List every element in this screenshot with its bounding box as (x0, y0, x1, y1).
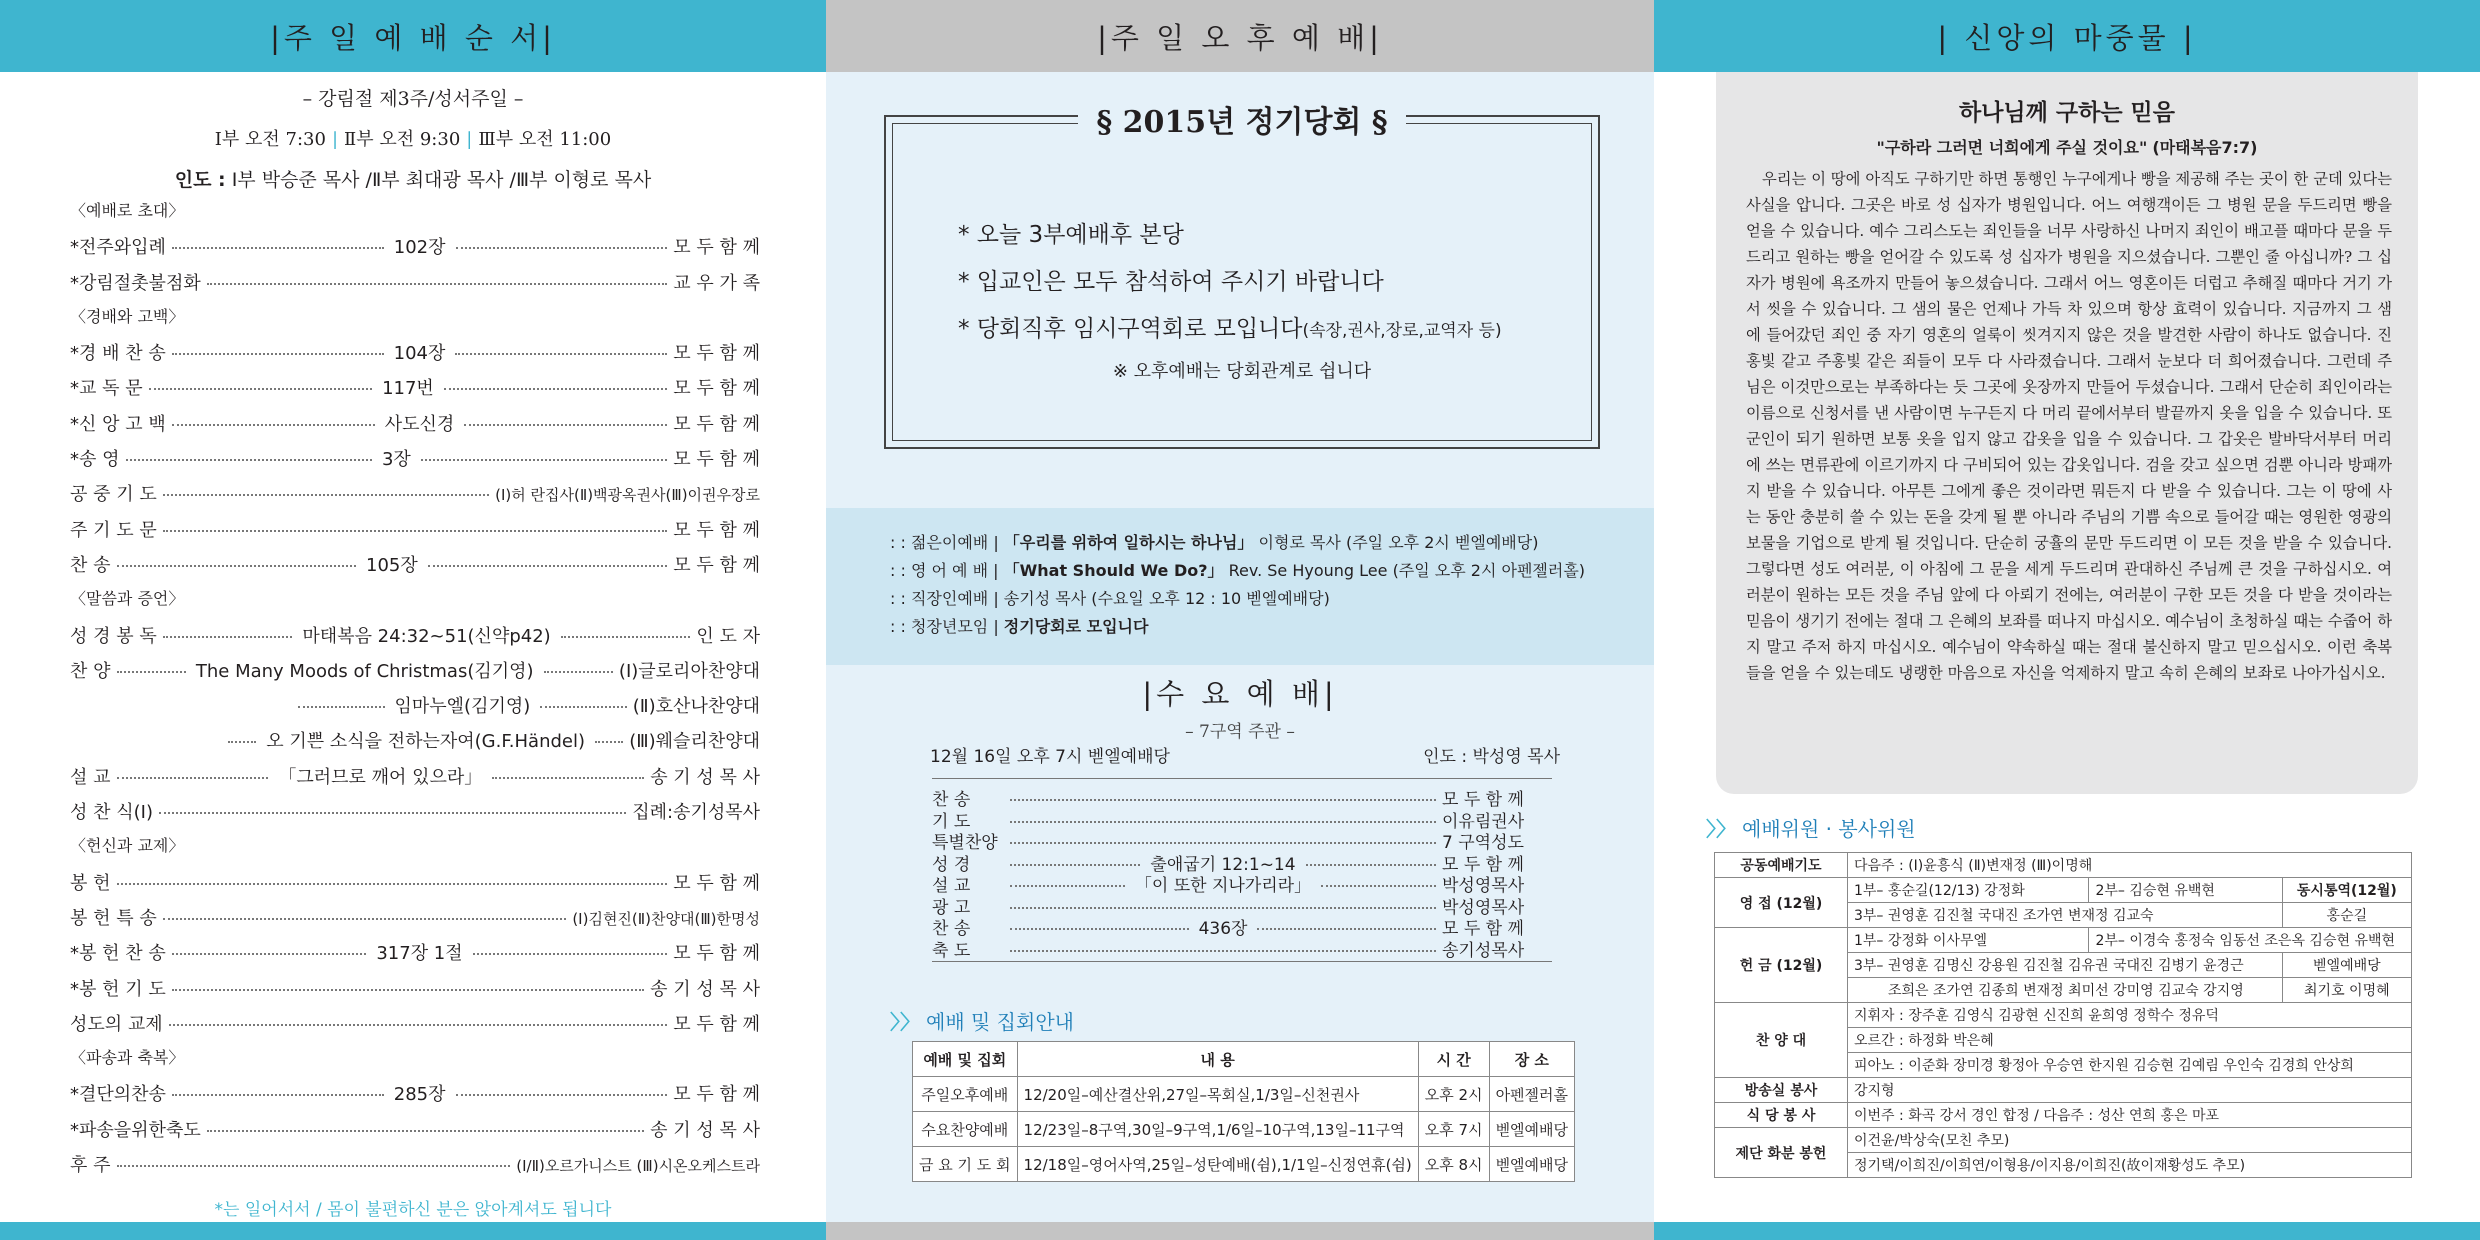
order-item-person: 교 우 가 족 (673, 272, 760, 294)
order-item-content: 105장 (366, 554, 418, 576)
order-item-name: *파송을위한축도 (70, 1119, 201, 1141)
wednesday-item-content: 436장 (1198, 919, 1248, 939)
order-item-person: 모 두 함 께 (673, 343, 760, 365)
leader-dots (298, 706, 385, 708)
section-heading (70, 1045, 760, 1080)
order-item-name: 성도의 교제 (70, 1013, 163, 1035)
order-item-name: *봉 헌 기 도 (70, 978, 166, 1000)
order-item-content: 임마누엘(김기영) (394, 696, 531, 718)
sermon-title: 하나님께 구하는 믿음 (1959, 100, 2175, 126)
leader-dots (117, 671, 186, 673)
leader-dots (163, 918, 567, 920)
service-line (826, 585, 1654, 613)
leader-dots (1010, 907, 1436, 909)
order-item-name: 〈헌신과 교제〉 (70, 836, 185, 856)
wednesday-title: |수 요 예 배| (1142, 677, 1338, 711)
chevron-right-icon: 〉〉 (890, 1010, 920, 1034)
table-header: 시 간 (1418, 1042, 1489, 1077)
leader-dots (473, 953, 668, 955)
table-cell: 12/23일–8구역,30일–9구역,1/6일–10구역,13일–11구역 (1017, 1112, 1418, 1147)
wednesday-item (932, 914, 1552, 939)
order-item-person: 모 두 함 께 (673, 378, 761, 400)
leader-dots (172, 424, 375, 426)
leader-dots (1257, 928, 1436, 930)
section-heading (70, 198, 760, 233)
order-item-name: 주 기 도 문 (70, 519, 157, 541)
table-row: 피아노 : 이준화 장미경 황정아 우승연 한지원 김승현 김예림 우인숙 김경희 안상희 (1715, 1053, 2412, 1078)
table-row: 3부– 권영훈 김진철 국대진 조가연 변재정 김교숙 홍순길 (1715, 903, 2412, 928)
session-title: § 2015년 정기당회 § (1078, 105, 1405, 140)
order-item-person: 송 기 성 목 사 (650, 978, 760, 1000)
wednesday-item-person: 박성영목사 (1442, 897, 1525, 918)
wednesday-item-person: 박성영목사 (1442, 876, 1525, 896)
order-list (70, 198, 760, 1186)
order-item-person: (Ⅰ/Ⅱ)오르가니스트 (Ⅲ)시온오케스트라 (516, 1157, 760, 1176)
table-row (913, 1077, 1575, 1112)
footer-bar (1654, 1222, 2480, 1240)
order-item-name: *교 독 문 (70, 378, 143, 400)
table-row: 방송실 봉사 강지형 (1715, 1078, 2412, 1103)
order-item (70, 339, 760, 374)
wednesday-item-name: 찬 송 (932, 919, 971, 939)
schedule-section-title: 〉〉 예배 및 집회안내 (890, 1010, 1074, 1034)
wednesday-item-person: 모 두 함 께 (1442, 919, 1524, 939)
wednesday-info: 12월 16일 오후 7시 벧엘예배당 인도 : 박성영 목사 (930, 747, 1560, 767)
leader-dots (1306, 864, 1436, 866)
section-heading (70, 586, 760, 621)
order-item-person: 모 두 함 께 (673, 449, 760, 471)
table-row: 헌 금 (12월) 1부– 강정화 이사무엘 2부– 이경숙 홍정숙 임동선 조은옥 김승현 유백현 (1715, 928, 2412, 953)
order-item (70, 516, 760, 551)
order-item-person: (Ⅰ)김현진(Ⅱ)찬양대(Ⅲ)한명성 (572, 909, 760, 928)
order-item-name: 설 교 (70, 766, 111, 788)
service-label: : : 젊은이예배 | (890, 533, 1004, 552)
order-item (70, 904, 760, 939)
session-announcement-box (884, 105, 1600, 449)
order-item-person: 모 두 함 께 (673, 413, 760, 435)
order-item-person: 모 두 함 께 (673, 872, 760, 894)
order-item-content: 오 기쁜 소식을 전하는자여(G.F.Händel) (266, 731, 586, 753)
leader-dots (544, 671, 613, 673)
order-item-content: 317장 1절 (376, 943, 463, 965)
wednesday-header (826, 672, 1654, 742)
order-item-person: (Ⅱ)호산나찬양대 (632, 696, 760, 718)
order-item (70, 1010, 760, 1045)
order-item-name: *봉 헌 찬 송 (70, 943, 166, 965)
committee-table (1714, 852, 2412, 1178)
order-item-content: 사도신경 (384, 413, 455, 435)
leader-dots (1010, 842, 1436, 844)
leader-dots (540, 706, 627, 708)
service-line (826, 508, 1654, 557)
leader-dots (163, 636, 293, 638)
session-item: * 오늘 3부예배후 본당 (958, 222, 1184, 248)
order-item (70, 727, 760, 762)
footer-bar (0, 1222, 826, 1240)
leader-dots (172, 353, 384, 355)
table-row: 오르간 : 하정화 박은혜 (1715, 1028, 2412, 1053)
table-row: 정기택/이희진/이희연/이형용/이지용/이희진(故이재황성도 추모) (1715, 1153, 2412, 1178)
order-item-person: 모 두 함 께 (673, 943, 760, 965)
other-services-band (826, 508, 1654, 665)
order-item-name: 〈말씀과 증언〉 (70, 589, 185, 609)
leader-dots (169, 1024, 668, 1026)
table-cell: 12/18일–영어사역,25일–성탄예배(쉼),1/1일–신정연휴(쉼) (1017, 1147, 1418, 1182)
order-item-person: (Ⅰ)글로리아찬양대 (618, 660, 760, 682)
session-items (958, 212, 1502, 355)
order-item (70, 233, 760, 268)
leader-dots (595, 741, 623, 743)
order-item (70, 374, 760, 409)
leader-dots (172, 989, 644, 991)
leader-dots (421, 459, 667, 461)
table-row: 3부– 권영훈 김명신 강용원 김진철 김유권 국대진 김병기 윤경근 벧엘예배당 (1715, 953, 2412, 978)
order-item-name: *경 배 찬 송 (70, 343, 166, 365)
order-item (70, 692, 760, 727)
order-item (70, 1151, 760, 1186)
order-item-content: 102장 (393, 237, 446, 259)
order-item-person: 송 기 성 목 사 (650, 766, 761, 788)
section-heading (70, 833, 760, 868)
table-header: 예배 및 집회 (913, 1042, 1018, 1077)
order-item (70, 939, 760, 974)
order-item-name: 〈파송과 축복〉 (70, 1048, 185, 1068)
order-item-content: 104장 (393, 343, 446, 365)
leader-dots (207, 1130, 644, 1132)
leader-dots (464, 424, 667, 426)
leader-dots (1010, 821, 1436, 823)
leader-dots (163, 494, 489, 496)
service-leaders: 인도 : Ⅰ부 박승준 목사 /Ⅱ부 최대광 목사 /Ⅲ부 이형로 목사 (174, 169, 652, 191)
wednesday-item-name: 설 교 (932, 876, 971, 896)
wednesday-order-list (932, 778, 1552, 962)
leader-dots (172, 247, 384, 249)
service-times: Ⅰ부 오전 7:30 | Ⅱ부 오전 9:30 | Ⅲ부 오전 11:00 (214, 129, 612, 150)
leader-dots (149, 388, 372, 390)
wednesday-item-name: 기 도 (932, 811, 971, 832)
order-item (70, 1080, 760, 1115)
table-row (913, 1112, 1575, 1147)
order-item-name: *송 영 (70, 449, 120, 471)
wednesday-item-person: 모 두 함 께 (1442, 854, 1524, 875)
sermon-box (1716, 72, 2418, 794)
order-item-content: 「그러므로 깨어 있으라」 (278, 766, 483, 788)
wednesday-item (932, 785, 1552, 810)
chevron-right-icon: 〉〉 (1706, 817, 1736, 841)
wednesday-item-name: 광 고 (932, 897, 971, 918)
leader-dots (207, 283, 668, 285)
service-time-1: Ⅰ부 오전 7:30 (214, 129, 326, 150)
leader-dots (172, 1094, 384, 1096)
service-topic: 「What Should We Do?」 (1003, 561, 1224, 580)
order-item (70, 763, 760, 798)
order-item-name: *강림절촛불점화 (70, 272, 201, 294)
wednesday-item-content: 출애굽기 12:1~14 (1150, 854, 1296, 875)
table-cell: 오후 7시 (1418, 1112, 1489, 1147)
order-item (70, 1116, 760, 1151)
order-item-person: 모 두 함 께 (673, 519, 760, 541)
leader-dots (1010, 799, 1436, 801)
order-item-name: 봉 헌 (70, 872, 111, 894)
order-item-name: 〈경배와 고백〉 (70, 306, 185, 326)
service-detail: Rev. Se Hyoung Lee (주일 오후 2시 아펜젤러홀) (1223, 561, 1586, 580)
table-header: 장 소 (1489, 1042, 1574, 1077)
faith-column-panel (1654, 0, 2480, 1240)
service-line (826, 557, 1654, 585)
committee-section-title: 〉〉 예배위원 · 봉사위원 (1706, 817, 1916, 841)
leader-dots (126, 459, 372, 461)
leader-dots (428, 565, 668, 567)
order-item-name: *신 앙 고 백 (70, 413, 166, 435)
order-item-name: *결단의찬송 (70, 1084, 166, 1106)
order-item-name: 후 주 (70, 1155, 111, 1177)
leader-dots (172, 953, 367, 955)
section-heading (70, 304, 760, 339)
afternoon-worship-header: |주 일 오 후 예 배| (826, 0, 1654, 72)
wednesday-item-content: 「이 또한 지나가리라」 (1134, 876, 1312, 896)
wednesday-item (932, 828, 1552, 853)
leader-dots (117, 777, 269, 779)
table-cell: 금 요 기 도 회 (913, 1147, 1018, 1182)
order-item (70, 975, 760, 1010)
order-item-person: (Ⅰ)허 란집사(Ⅱ)백광옥권사(Ⅲ)이권우장로 (495, 486, 760, 505)
wednesday-item-person: 7 구역성도 (1442, 833, 1524, 853)
wednesday-item-person: 이유림권사 (1442, 811, 1525, 832)
liturgical-subtitle: – 강림절 제3주/성서주일 – (302, 88, 524, 110)
service-label: : : 청장년모임 | (890, 617, 1004, 636)
wednesday-item (932, 871, 1552, 896)
table-row: 공동예배기도 다음주 : (Ⅰ)윤흥식 (Ⅱ)변재정 (Ⅲ)이명해 (1715, 853, 2412, 878)
order-item-name: 찬 양 (70, 660, 111, 682)
order-item-content: 마태복음 24:32~51(신약p42) (302, 625, 551, 647)
sermon-verse: "구하라 그러면 너희에게 주실 것이요" (마태복음7:7) (1876, 138, 2258, 157)
table-row: 찬 양 대 지휘자 : 장주훈 김영식 김광현 신진희 윤희영 정학수 정유덕 (1715, 1003, 2412, 1028)
faith-column-header: | 신앙의 마중물 | (1654, 0, 2480, 72)
schedule-table (912, 1041, 1575, 1182)
wednesday-item-person: 모 두 함 께 (1442, 790, 1524, 810)
order-item-name: 공 중 기 도 (70, 484, 157, 506)
leader-dots (1010, 950, 1436, 952)
service-time-2: Ⅱ부 오전 9:30 (344, 129, 461, 150)
wednesday-item (932, 807, 1552, 832)
order-item (70, 798, 760, 833)
service-detail: 송기성 목사 (수요일 오후 12 : 10 벧엘예배당) (1003, 589, 1330, 608)
order-item-person: 모 두 함 께 (673, 554, 760, 576)
leader-dots (492, 777, 644, 779)
leader-dots (163, 530, 668, 532)
order-item-person: 집례:송기성목사 (632, 802, 760, 824)
table-cell: 수요찬양예배 (913, 1112, 1018, 1147)
service-time-3: Ⅲ부 오전 11:00 (478, 129, 612, 150)
table-cell: 벧엘예배당 (1489, 1112, 1574, 1147)
order-item (70, 445, 760, 480)
wednesday-item (932, 850, 1552, 875)
service-label: : : 영 어 예 배 | (890, 561, 1004, 580)
order-item-person: 송 기 성 목 사 (650, 1119, 760, 1141)
table-row: 식 당 봉 사 이번주 : 화곡 강서 경인 합정 / 다음주 : 성산 연희 홍은 마포 (1715, 1103, 2412, 1128)
order-item (70, 622, 760, 657)
footer-bar (826, 1222, 1654, 1240)
order-item-name: 찬 송 (70, 554, 111, 576)
table-cell: 오후 8시 (1418, 1147, 1489, 1182)
order-item-name: 봉 헌 특 송 (70, 907, 157, 929)
order-item (70, 269, 760, 304)
order-item (70, 410, 760, 445)
wednesday-item-person: 송기성목사 (1442, 940, 1525, 961)
service-topic: 「우리를 위하여 일하시는 하나님」 (1003, 533, 1254, 552)
wednesday-item-name: 성 경 (932, 854, 971, 875)
table-row: 제단 화분 봉헌 이건윤/박상숙(모친 추모) (1715, 1128, 2412, 1153)
leader-dots (117, 1165, 511, 1167)
order-item (70, 551, 760, 586)
leader-dots (1321, 885, 1436, 887)
order-item-content: 285장 (393, 1084, 446, 1106)
afternoon-worship-note: ※ 오후예배는 당회관계로 쉽니다 (1112, 361, 1372, 382)
worship-order-panel (0, 0, 826, 1240)
leader-dots (1010, 864, 1140, 866)
session-item: * 당회직후 임시구역회로 모입니다(속장,권사,장로,교역자 등) (958, 316, 1502, 342)
leader-dots (444, 388, 667, 390)
order-item-person: 모 두 함 께 (673, 237, 761, 259)
order-item-person: (Ⅲ)웨슬리찬양대 (629, 731, 761, 753)
table-cell: 오후 2시 (1418, 1077, 1489, 1112)
service-line (826, 613, 1654, 641)
leader-dots (455, 353, 667, 355)
order-item (70, 869, 760, 904)
order-item-person: 모 두 함 께 (673, 1013, 760, 1035)
leader-dots (561, 636, 691, 638)
order-item (70, 480, 760, 515)
order-item-name: 〈예배로 초대〉 (70, 201, 185, 220)
service-label: : : 직장인예배 | (890, 589, 1004, 608)
leader-dots (456, 1094, 668, 1096)
wednesday-subtitle: – 7구역 주관 – (1185, 722, 1295, 742)
leader-dots (456, 247, 668, 249)
sermon-body: 우리는 이 땅에 아직도 구하기만 하면 통행인 누구에게나 빵을 제공해 주는 곳이 한 군데 있다는 사실을 압니다. 그곳은 바로 성 십자가 병원입니다. 어느 여행객이든 그 병원 문을 두드리면 빵을 얻을 수 있습니다. 예수 그리스도는 죄인들을 너무 사랑하신 나머지 죄인이 배고플 때마다 문을 두드리고 원하는 빵을 얻어갈 수 있도록 성 십자가 병원을 지으셨습니다. 그뿐인 줄 아십니까? 그 십자가 병원에 욕조까지 만들어 놓으셨습니다. 그래서 어느 영혼이든 더럽고 추해질 때마다 거기 가서 씻을 수 있습니다. 그 샘의 물은 언제나 가득 차 있으며 항상 효력이 있습니다. 지금까지 그 샘에 들어갔던 죄인 중 자기 영혼의 얼룩이 씻겨지지 않은 것을 발견한 사람이 하나도 없습니다. 진홍빛 같고 주홍빛 같은 죄들이 모두 다 사라졌습니다. 그래서 눈보다 더 희어졌습니다. 그런데 주님은 이것만으로는 부족하다는 듯 그곳에 옷장까지 만들어 두셨습니다. 그래서 단순히 죄인이라는 이름으로 신청서를 낸 사람이면 누구든지 다 머리 끝에서부터 발끝까지 옷을 입을 수 있습니다. 또 군인이 되기 원하면 보통 옷을 입지 않고 갑옷을 입을 수 있습니다. 그 갑옷은 발바닥서부터 머리에 쓰는 면류관에 이르기까지 다 구비되어 있는 갑옷입니다. 검을 갖고 싶으면 검뿐 아니라 방패까지 받을 수 있습니다. 아무튼 그에게 좋은 것이라면 뭐든지 다 받을 수 있습니다. 그는 이 땅에 사는 동안 충분히 쓸 수 있는 돈을 갖게 될 뿐 아니라 주님의 기쁨 속으로 들어갈 때는 영원한 영광의 보물을 기업으로 받게 될 것입니다. 단순히 궁휼의 문만 두드리면 이 모든 것을 받을 수 있습니다. 그렇다면 성도 여러분, 이 아침에 그 문을 세게 두드리며 관대하신 주님께 큰 것을 구하십시오. 여러분이 원하는 모든 것을 주님 앞에 다 아뢰기 전에는, 여러분이 구한 모든 것을 다 받을 것이라는 믿음이 생기기 전에는 절대 그 은혜의 보좌를 떠나지 마십시오. 예수님이 초청하실 때는 수줍어 하지 말고 주저 하지 마십시오. 예수님이 약속하실 때는 절대 불신하지 말고 믿으십시오. 이런 축복들을 얻을 수 있는데도 냉랭한 마음으로 자신을 억제하지 말고 속히 은혜의 보좌로 나아가십시오. (1746, 170, 2392, 682)
order-item-content: The Many Moods of Christmas(김기영) (195, 660, 534, 682)
order-item-person: 모 두 함 께 (673, 1084, 761, 1106)
leader-dots (117, 565, 357, 567)
table-cell: 아펜젤러홀 (1489, 1077, 1574, 1112)
table-cell: 벧엘예배당 (1489, 1147, 1574, 1182)
order-item-person: 인 도 자 (696, 625, 760, 647)
standing-note: *는 일어서서 / 몸이 불편하신 분은 앉아계셔도 됩니다 (214, 1200, 612, 1220)
order-item-name: 성 경 봉 독 (70, 625, 157, 647)
wednesday-item-name: 축 도 (932, 940, 971, 961)
worship-order-header: |주 일 예 배 순 서| (0, 0, 826, 72)
leader-dots (1010, 885, 1125, 887)
table-row: 조희은 조가연 김종희 변재정 최미선 강미영 김교숙 강지영 최기호 이명혜 (1715, 978, 2412, 1003)
table-row: 영 접 (12월) 1부– 홍순길(12/13) 강정화 2부– 김승현 유백현 동시통역(12월) (1715, 878, 2412, 903)
table-row (913, 1147, 1575, 1182)
order-item (70, 657, 760, 692)
table-header: 내 용 (1017, 1042, 1418, 1077)
wednesday-item-name: 특별찬양 (932, 833, 998, 853)
order-item-name: *전주와입례 (70, 237, 166, 259)
table-cell: 주일오후예배 (913, 1077, 1018, 1112)
order-item-content: 3장 (381, 449, 411, 471)
order-item-content: 117번 (382, 378, 434, 400)
table-cell: 12/20일–예산결산위,27일–목회실,1/3일–신천권사 (1017, 1077, 1418, 1112)
session-item: * 입교인은 모두 참석하여 주시기 바랍니다 (958, 269, 1384, 295)
leader-dots (228, 741, 256, 743)
order-item-name: 성 찬 식(Ⅰ) (70, 802, 153, 824)
afternoon-worship-panel (826, 0, 1654, 1240)
service-detail: 이형로 목사 (주일 오후 2시 벧엘예배당) (1253, 533, 1539, 552)
wednesday-item-name: 찬 송 (932, 790, 971, 810)
leader-dots (1010, 928, 1189, 930)
leader-dots (159, 812, 626, 814)
service-topic: 정기당회로 모입니다 (1003, 617, 1149, 636)
leader-dots (117, 883, 668, 885)
